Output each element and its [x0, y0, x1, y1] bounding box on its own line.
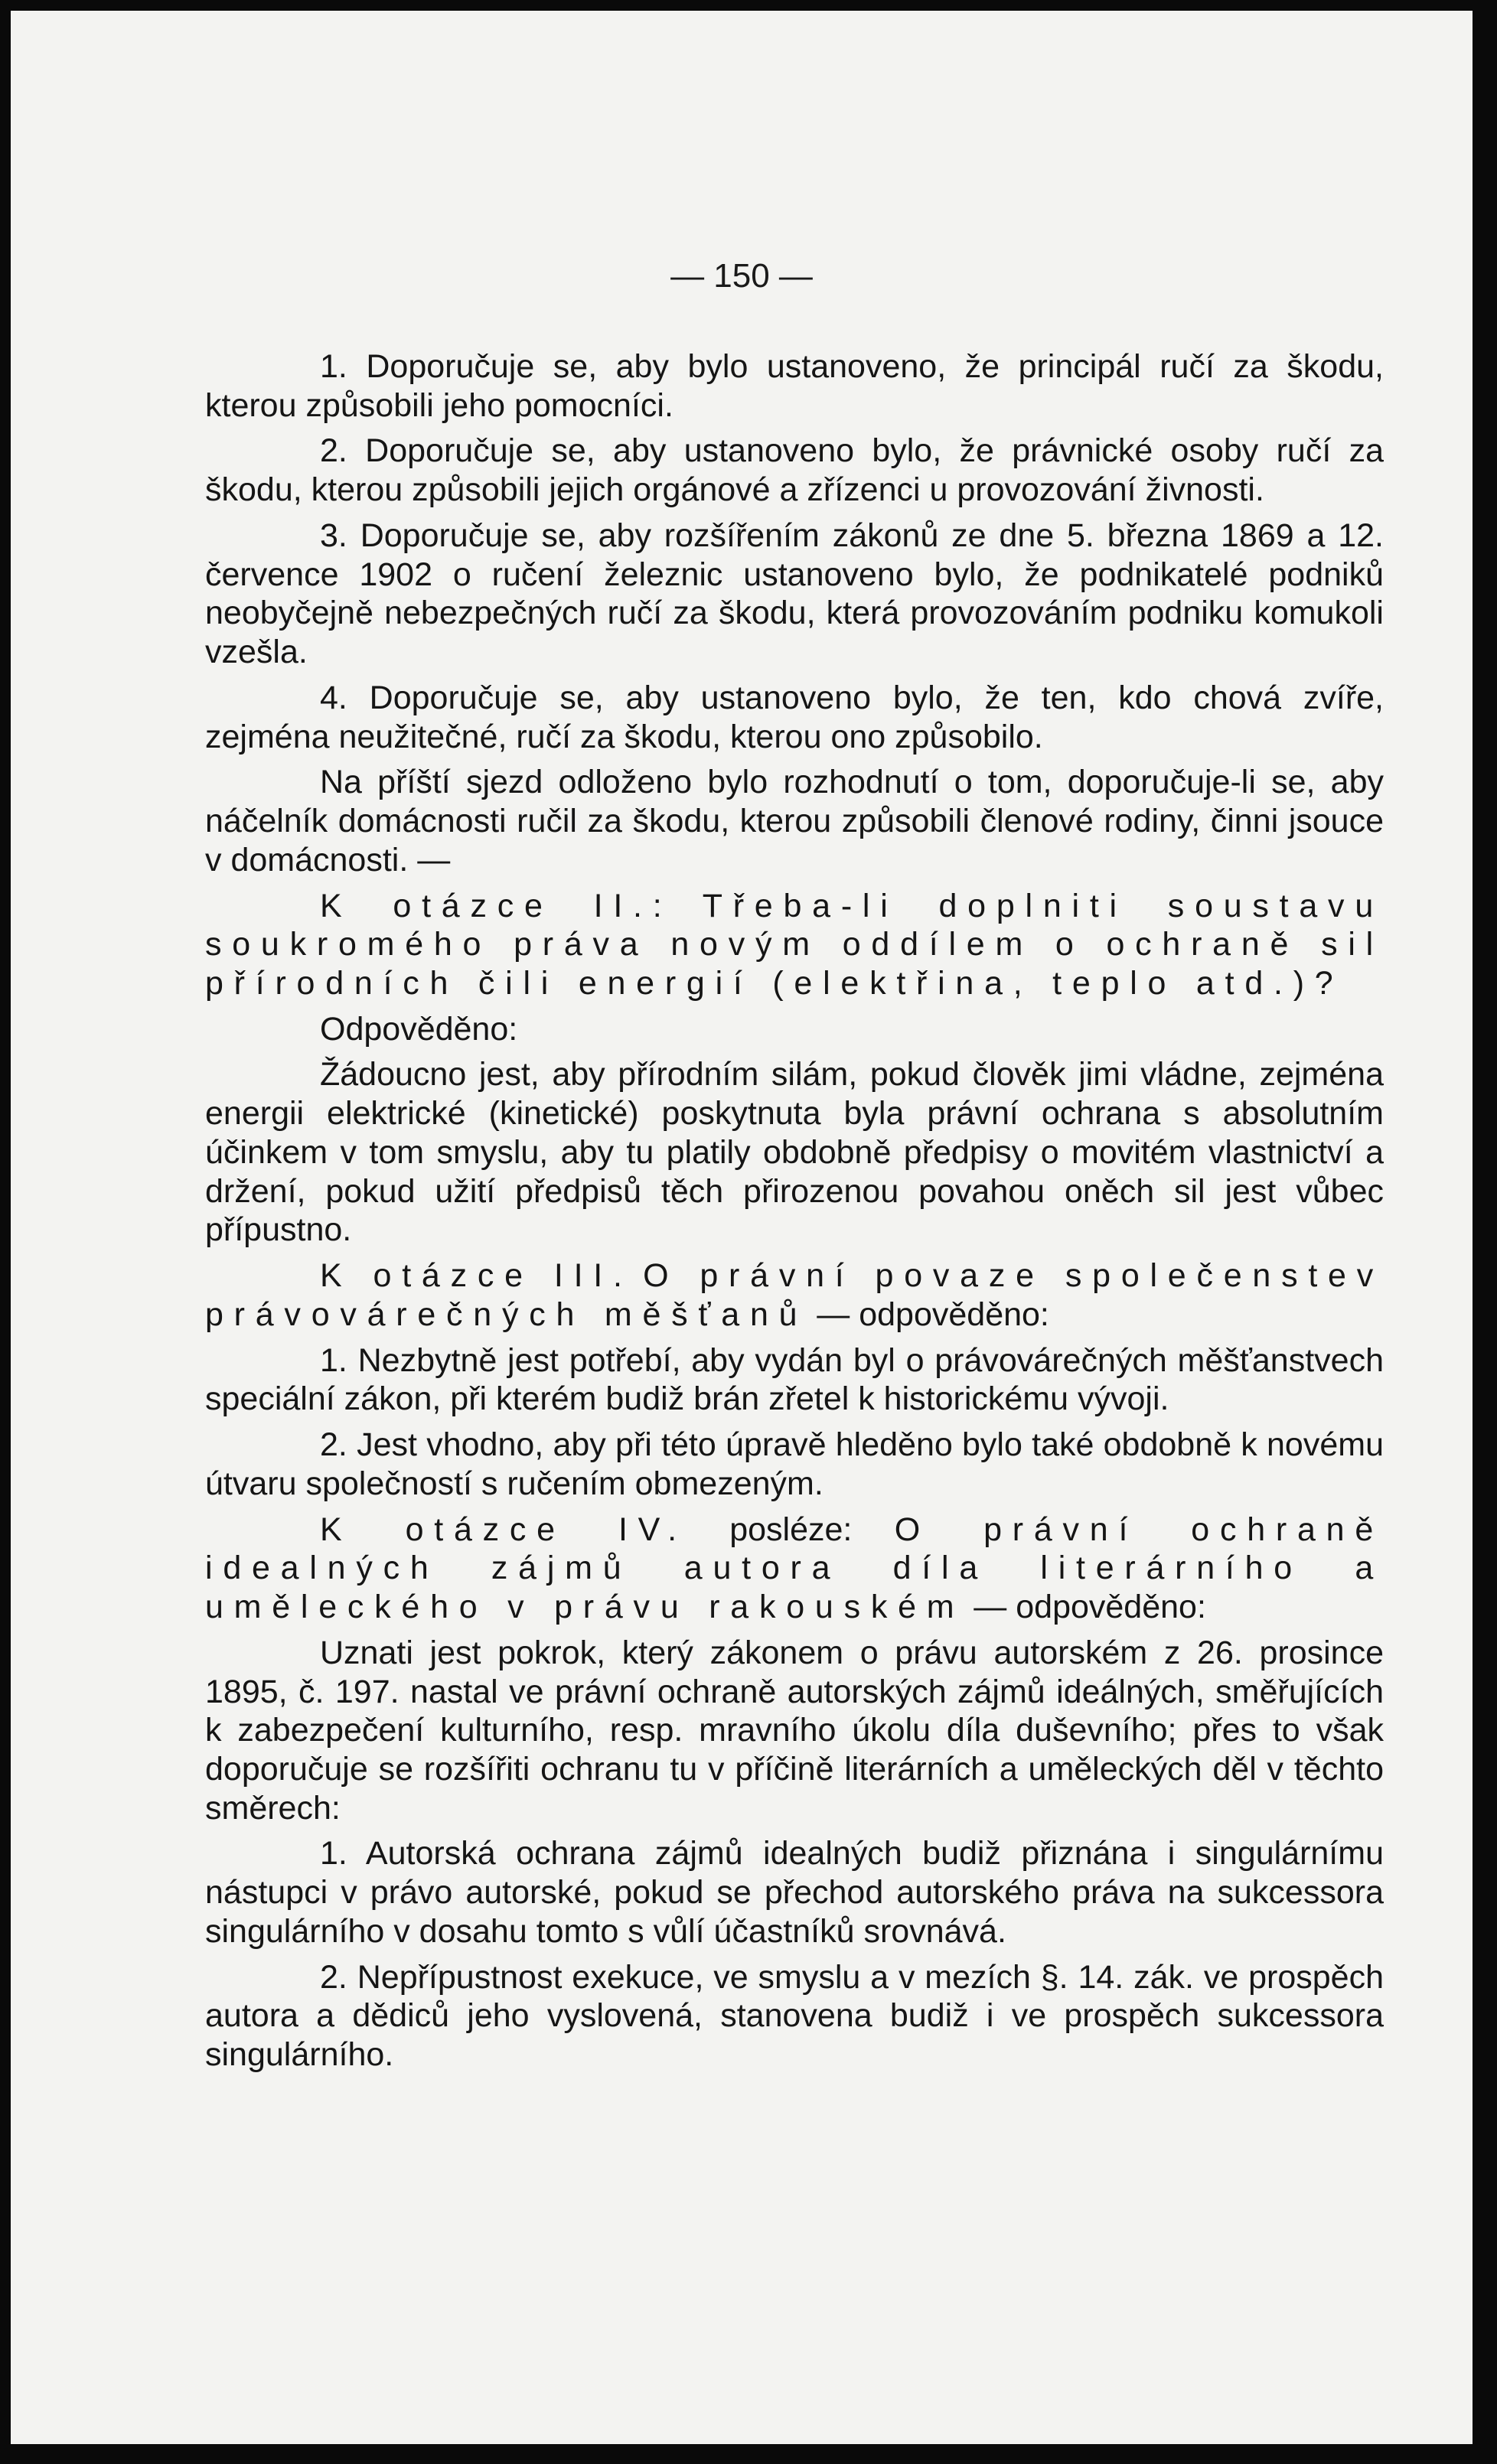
paragraph: 1. Doporučuje se, aby bylo ustanoveno, že principál ručí za škodu, kterou způsobili jeho pomocníci.	[205, 348, 1384, 424]
paragraph: 4. Doporučuje se, aby ustanoveno bylo, že ten, kdo chová zvíře, zejména neužitečné, ručí za škodu, kterou ono způsobilo.	[205, 679, 1384, 755]
paragraph: Žádoucno jest, aby přírodním silám, pokud člověk jimi vládne, zejména energii elektrické (kinetické) poskytnuta byla právní ochrana s absolutním účinkem v tom smyslu, aby tu platily obdobně předpisy o movitém vlastnictví a držení, pokud užití předpisů těch přirozenou povahou oněch sil jest vůbec přípustno.	[205, 1056, 1384, 1249]
spaced-text: O právní povaze společenstev právovárečných měšťanů	[205, 1257, 1384, 1333]
paragraph: 1. Autorská ochrana zájmů idealných budiž přiznána i singulárnímu nástupci v právo autorské, pokud se přechod autorského práva na sukcessora singulárního v dosahu tomto s vůlí účastníků srovnává.	[205, 1835, 1384, 1950]
normal-text	[672, 888, 702, 924]
question-heading	[205, 1511, 1384, 1627]
paragraph: 2. Doporučuje se, aby ustanoveno bylo, že právnické osoby ručí za škodu, kterou způsobili jejich orgánové a zřízenci u provozování živnosti.	[205, 432, 1384, 509]
paragraph: 1. Nezbytně jest potřebí, aby vydán byl o právovárečných měšťanstvech speciální zákon, při kterém budiž brán zřetel k historickému vývoji.	[205, 1341, 1384, 1418]
paragraph: 3. Doporučuje se, aby rozšířením zákonů ze dne 5. března 1869 a 12. července 1902 o ručení železnic ustanoveno bylo, že podnikatelé podniků neobyčejně nebezpečných ručí za škodu, která provozováním podniku komukoli vzešla.	[205, 517, 1384, 671]
spaced-text: O právní ochraně idealných zájmů autora díla literárního a uměleckého v právu rakouském	[205, 1511, 1384, 1626]
paragraph: 2. Nepřípustnost exekuce, ve smyslu a v mezích §. 14. zák. ve prospěch autora a dědiců jeho vyslovená, stanovena budiž i ve prospěch sukcessora singulárního.	[205, 1958, 1384, 2074]
spaced-text: K otázce IV.	[320, 1511, 687, 1548]
body-text	[205, 347, 1384, 2081]
paragraph: Uznati jest pokrok, který zákonem o právu autorském z 26. prosince 1895, č. 197. nastal ve právní ochraně autorských zájmů ideálných, směřujících k zabezpečení kulturního, resp. mravního úkolu díla duševního; přes to však doporučuje se rozšířiti ochranu tu v příčině literárních a uměleckých děl v těchto směrech:	[205, 1634, 1384, 1827]
spaced-text: K otázce II.:	[320, 887, 673, 924]
paragraph: 2. Jest vhodno, aby při této úpravě hleděno bylo také obdobně k novému útvaru společností s ručením obmezeným.	[205, 1426, 1384, 1502]
normal-text: — odpověděno:	[807, 1296, 1049, 1333]
book-page	[11, 11, 1473, 2444]
spaced-text: Třeba-li doplniti soustavu soukromého práva novým oddílem o ochraně sil přírodních čili energií (elektřina, teplo atd.)?	[205, 887, 1384, 1002]
page-number: — 150 —	[670, 257, 813, 295]
normal-text	[633, 1257, 643, 1294]
paragraph: Na příští sjezd odloženo bylo rozhodnutí o tom, doporučuje-li se, aby náčelník domácnosti ručil za škodu, kterou způsobili členové rodiny, činni jsouce v domácnosti. —	[205, 764, 1384, 878]
answer-label: Odpověděno:	[320, 1010, 518, 1048]
question-heading	[205, 887, 1384, 1003]
normal-text: — odpověděno:	[964, 1589, 1206, 1626]
question-heading	[205, 1256, 1384, 1334]
spaced-text: K otázce III.	[320, 1257, 633, 1295]
normal-text: posléze:	[687, 1511, 895, 1548]
